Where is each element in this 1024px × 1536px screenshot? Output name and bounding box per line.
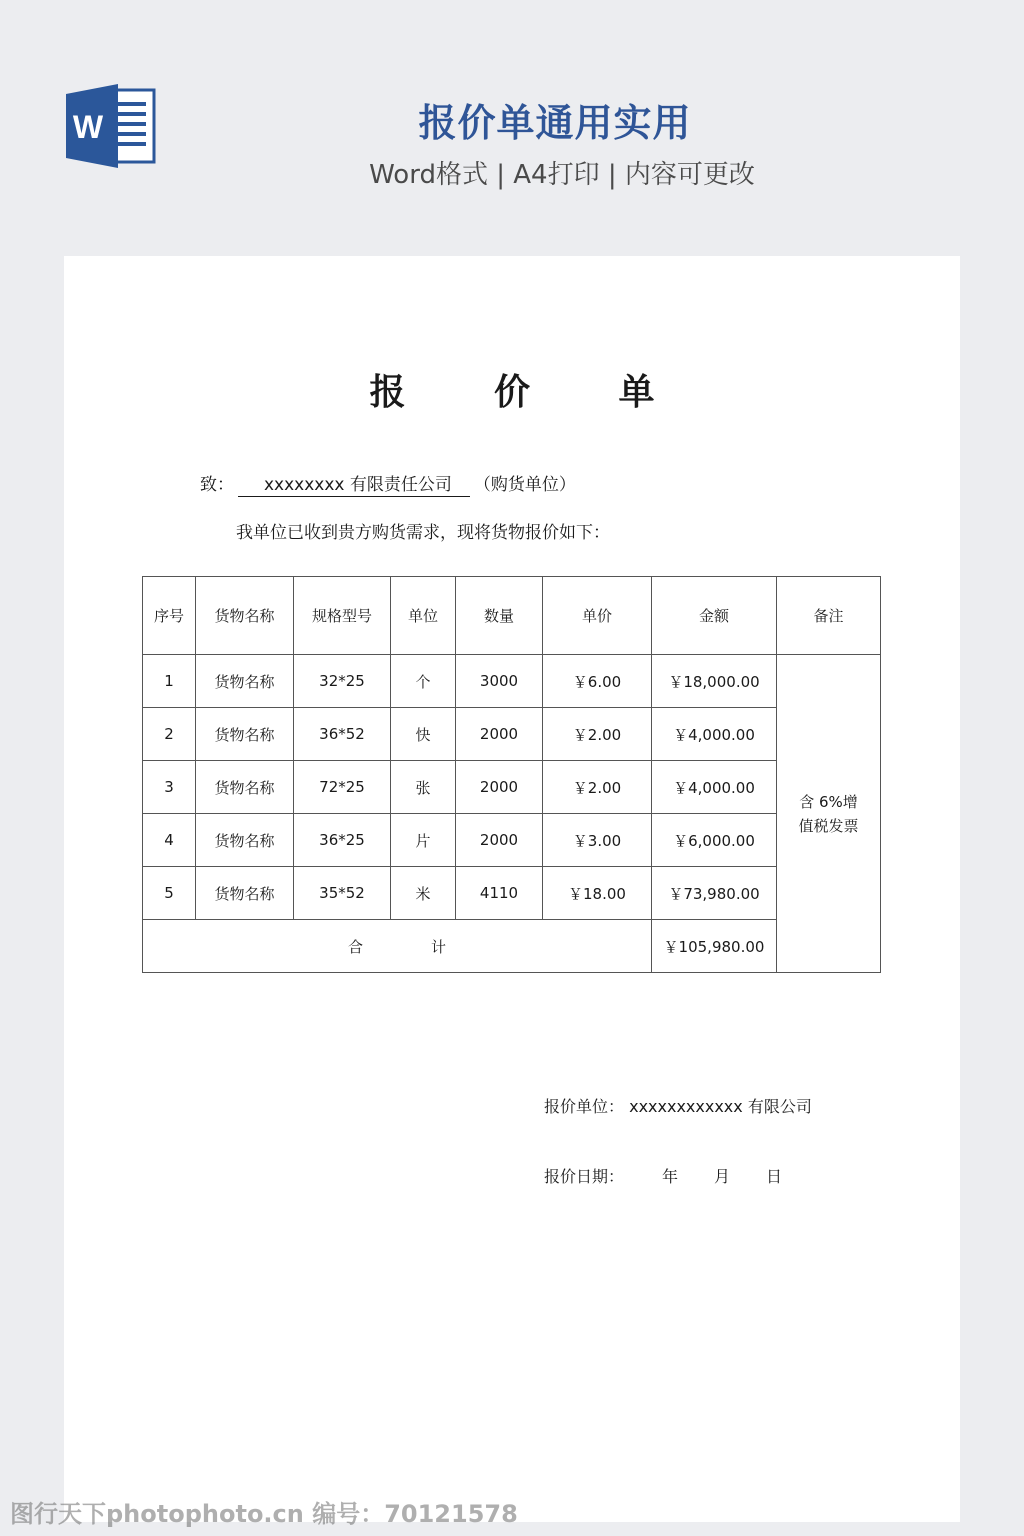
- table-cell: ￥4,000.00: [652, 761, 777, 814]
- table-cell: ￥3.00: [543, 814, 652, 867]
- table-cell: 个: [391, 655, 456, 708]
- table-cell: ￥6.00: [543, 655, 652, 708]
- table-row: [143, 655, 881, 708]
- header-cell: 数量: [456, 577, 543, 655]
- table-cell: 1: [143, 655, 196, 708]
- table-cell: ￥73,980.00: [652, 867, 777, 920]
- table-cell: 72*25: [294, 761, 391, 814]
- table-cell: 36*52: [294, 708, 391, 761]
- table-cell: 2000: [456, 761, 543, 814]
- date-label: 报价日期：: [544, 1167, 625, 1186]
- table-header-row: [143, 577, 881, 655]
- table-cell: ￥2.00: [543, 708, 652, 761]
- quoter-line: [544, 1094, 812, 1117]
- table-cell: 货物名称: [196, 655, 294, 708]
- table-cell: 2000: [456, 708, 543, 761]
- table-cell: 2: [143, 708, 196, 761]
- total-row: [143, 920, 881, 973]
- header-cell: 货物名称: [196, 577, 294, 655]
- total-label-part: 合: [347, 937, 363, 956]
- table-cell: 32*25: [294, 655, 391, 708]
- table-row: [143, 708, 881, 761]
- table-cell: 3: [143, 761, 196, 814]
- table-cell: 货物名称: [196, 708, 294, 761]
- table-row: [143, 867, 881, 920]
- quote-table: [142, 576, 881, 973]
- header-cell: 金额: [652, 577, 777, 655]
- date-line: [544, 1164, 782, 1187]
- remark-line: 值税发票: [798, 816, 859, 835]
- date-month: 月: [714, 1167, 731, 1186]
- header-cell: 单位: [391, 577, 456, 655]
- total-value: ￥105,980.00: [652, 920, 777, 973]
- table-cell: 35*52: [294, 867, 391, 920]
- remark-line: 含 6%增: [799, 792, 858, 811]
- header-cell: 序号: [143, 577, 196, 655]
- word-logo-letter: W: [72, 109, 104, 145]
- header-cell: 单价: [543, 577, 652, 655]
- total-label: [143, 920, 652, 973]
- table-cell: 货物名称: [196, 814, 294, 867]
- table-cell: 2000: [456, 814, 543, 867]
- table-cell: 货物名称: [196, 867, 294, 920]
- document-page: [64, 256, 960, 1522]
- remark-cell: [777, 655, 881, 973]
- table-cell: 4110: [456, 867, 543, 920]
- table-cell: 3000: [456, 655, 543, 708]
- recipient-suffix: （购货单位）: [473, 475, 576, 495]
- table-cell: 5: [143, 867, 196, 920]
- document-title: 报 价 单: [369, 372, 693, 413]
- table-cell: 货物名称: [196, 761, 294, 814]
- recipient-line: [200, 470, 576, 497]
- intro-text: 我单位已收到贵方购货需求，现将货物报价如下：: [236, 523, 610, 543]
- recipient-company: xxxxxxxx 有限责任公司: [238, 470, 470, 497]
- header-cell: 规格型号: [294, 577, 391, 655]
- banner-title: 报价单通用实用: [418, 101, 692, 145]
- table-cell: ￥18,000.00: [652, 655, 777, 708]
- table-cell: 片: [391, 814, 456, 867]
- total-label-part: 计: [431, 937, 447, 956]
- table-cell: ￥18.00: [543, 867, 652, 920]
- table-cell: 张: [391, 761, 456, 814]
- header-cell: 备注: [777, 577, 881, 655]
- table-cell: 4: [143, 814, 196, 867]
- quoter-company: xxxxxxxxxxxx 有限公司: [629, 1097, 812, 1116]
- table-row: [143, 761, 881, 814]
- date-day: 日: [766, 1167, 783, 1186]
- recipient-label: 致：: [200, 475, 234, 495]
- quoter-label: 报价单位：: [544, 1097, 625, 1116]
- table-cell: ￥4,000.00: [652, 708, 777, 761]
- date-year: 年: [662, 1167, 679, 1186]
- table-cell: ￥2.00: [543, 761, 652, 814]
- table-cell: 36*25: [294, 814, 391, 867]
- table-row: [143, 814, 881, 867]
- banner-subtitle: Word格式 | A4打印 | 内容可更改: [369, 160, 755, 190]
- table-cell: ￥6,000.00: [652, 814, 777, 867]
- table-cell: 快: [391, 708, 456, 761]
- table-cell: 米: [391, 867, 456, 920]
- watermark: 图行天下photophoto.cn 编号：70121578: [10, 1500, 518, 1528]
